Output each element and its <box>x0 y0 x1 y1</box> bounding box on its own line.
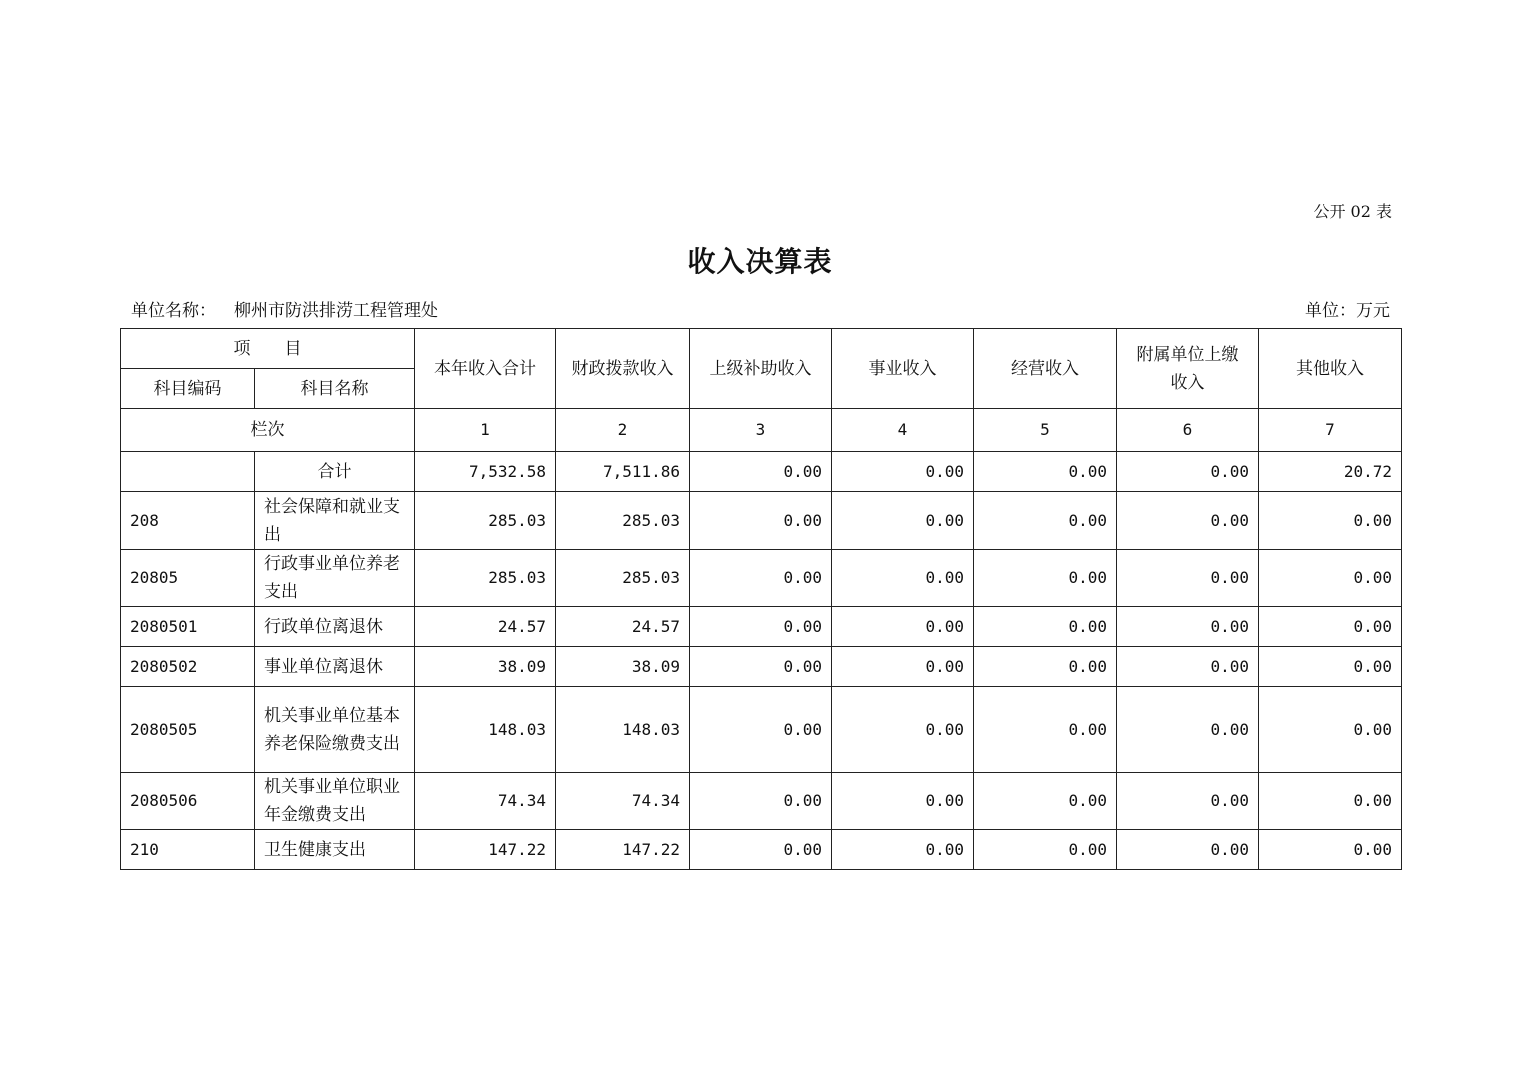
header-col-superior: 上级补助收入 <box>690 329 832 409</box>
total-value: 0.00 <box>974 452 1117 492</box>
row-value: 0.00 <box>974 773 1117 830</box>
row-value: 0.00 <box>690 607 832 647</box>
table-row <box>121 830 1402 870</box>
total-value: 0.00 <box>1117 452 1259 492</box>
row-value: 148.03 <box>556 687 690 773</box>
table-row <box>121 492 1402 550</box>
row-value: 74.34 <box>556 773 690 830</box>
row-code: 2080502 <box>121 647 255 687</box>
row-value: 0.00 <box>1117 550 1259 607</box>
row-value: 38.09 <box>556 647 690 687</box>
row-value: 0.00 <box>1259 830 1402 870</box>
seq-number: 1 <box>415 409 556 452</box>
seq-number: 3 <box>690 409 832 452</box>
row-value: 24.57 <box>556 607 690 647</box>
header-name: 科目名称 <box>255 369 415 409</box>
seq-number: 2 <box>556 409 690 452</box>
row-code: 20805 <box>121 550 255 607</box>
row-value: 148.03 <box>415 687 556 773</box>
total-value: 7,532.58 <box>415 452 556 492</box>
row-value: 0.00 <box>1117 830 1259 870</box>
unit-name-label: 单位名称： <box>131 301 216 321</box>
row-name: 社会保障和就业支出 <box>255 492 415 550</box>
row-value: 0.00 <box>690 687 832 773</box>
row-value: 0.00 <box>832 687 974 773</box>
table-row <box>121 607 1402 647</box>
row-value: 0.00 <box>690 830 832 870</box>
seq-number: 7 <box>1259 409 1402 452</box>
total-value: 0.00 <box>690 452 832 492</box>
unit-name-line <box>131 296 438 321</box>
header-item: 项 目 <box>121 329 415 369</box>
row-name: 机关事业单位职业年金缴费支出 <box>255 773 415 830</box>
total-label: 合计 <box>255 452 415 492</box>
total-value: 20.72 <box>1259 452 1402 492</box>
row-value: 0.00 <box>690 773 832 830</box>
page-title: 收入决算表 <box>687 245 833 278</box>
table-number: 公开 02 表 <box>1313 202 1392 221</box>
row-name: 行政事业单位养老支出 <box>255 550 415 607</box>
row-value: 0.00 <box>974 830 1117 870</box>
income-table <box>120 328 1402 870</box>
row-name: 行政单位离退休 <box>255 607 415 647</box>
header-col-total: 本年收入合计 <box>415 329 556 409</box>
row-value: 0.00 <box>690 550 832 607</box>
seq-label: 栏次 <box>121 409 415 452</box>
header-col-other: 其他收入 <box>1259 329 1402 409</box>
seq-number: 4 <box>832 409 974 452</box>
row-code: 2080501 <box>121 607 255 647</box>
row-code: 210 <box>121 830 255 870</box>
seq-number: 5 <box>974 409 1117 452</box>
seq-number: 6 <box>1117 409 1259 452</box>
row-value: 0.00 <box>1117 607 1259 647</box>
row-code: 208 <box>121 492 255 550</box>
row-value: 0.00 <box>974 607 1117 647</box>
total-value: 0.00 <box>832 452 974 492</box>
row-value: 0.00 <box>1117 687 1259 773</box>
row-value: 0.00 <box>1259 607 1402 647</box>
row-name: 机关事业单位基本养老保险缴费支出 <box>255 687 415 773</box>
row-value: 0.00 <box>1259 687 1402 773</box>
row-value: 0.00 <box>832 550 974 607</box>
row-value: 74.34 <box>415 773 556 830</box>
row-value: 0.00 <box>832 830 974 870</box>
row-value: 147.22 <box>556 830 690 870</box>
row-value: 285.03 <box>556 492 690 550</box>
total-code-cell <box>121 452 255 492</box>
row-value: 0.00 <box>832 773 974 830</box>
total-row <box>121 452 1402 492</box>
header-col-fiscal: 财政拨款收入 <box>556 329 690 409</box>
row-value: 24.57 <box>415 607 556 647</box>
table-row <box>121 687 1402 773</box>
header-code: 科目编码 <box>121 369 255 409</box>
row-value: 0.00 <box>1259 492 1402 550</box>
total-value: 7,511.86 <box>556 452 690 492</box>
row-value: 0.00 <box>832 492 974 550</box>
row-value: 0.00 <box>974 687 1117 773</box>
row-value: 0.00 <box>974 492 1117 550</box>
row-value: 285.03 <box>415 550 556 607</box>
row-value: 38.09 <box>415 647 556 687</box>
currency-unit: 单位：万元 <box>1305 301 1390 321</box>
table-row <box>121 647 1402 687</box>
row-value: 285.03 <box>415 492 556 550</box>
row-value: 0.00 <box>832 647 974 687</box>
row-value: 0.00 <box>1117 647 1259 687</box>
row-value: 0.00 <box>1117 773 1259 830</box>
row-value: 0.00 <box>974 550 1117 607</box>
row-value: 0.00 <box>1259 773 1402 830</box>
row-name: 卫生健康支出 <box>255 830 415 870</box>
table-row <box>121 550 1402 607</box>
header-col-affiliated: 附属单位上缴收入 <box>1117 329 1259 409</box>
unit-name-value: 柳州市防洪排涝工程管理处 <box>234 301 438 321</box>
row-value: 0.00 <box>690 492 832 550</box>
row-name: 事业单位离退休 <box>255 647 415 687</box>
row-value: 0.00 <box>832 607 974 647</box>
row-value: 0.00 <box>974 647 1117 687</box>
row-value: 0.00 <box>1259 647 1402 687</box>
table-row <box>121 773 1402 830</box>
row-value: 0.00 <box>1259 550 1402 607</box>
row-value: 285.03 <box>556 550 690 607</box>
row-value: 147.22 <box>415 830 556 870</box>
row-code: 2080505 <box>121 687 255 773</box>
row-code: 2080506 <box>121 773 255 830</box>
row-value: 0.00 <box>690 647 832 687</box>
row-value: 0.00 <box>1117 492 1259 550</box>
header-col-business: 事业收入 <box>832 329 974 409</box>
header-col-operating: 经营收入 <box>974 329 1117 409</box>
